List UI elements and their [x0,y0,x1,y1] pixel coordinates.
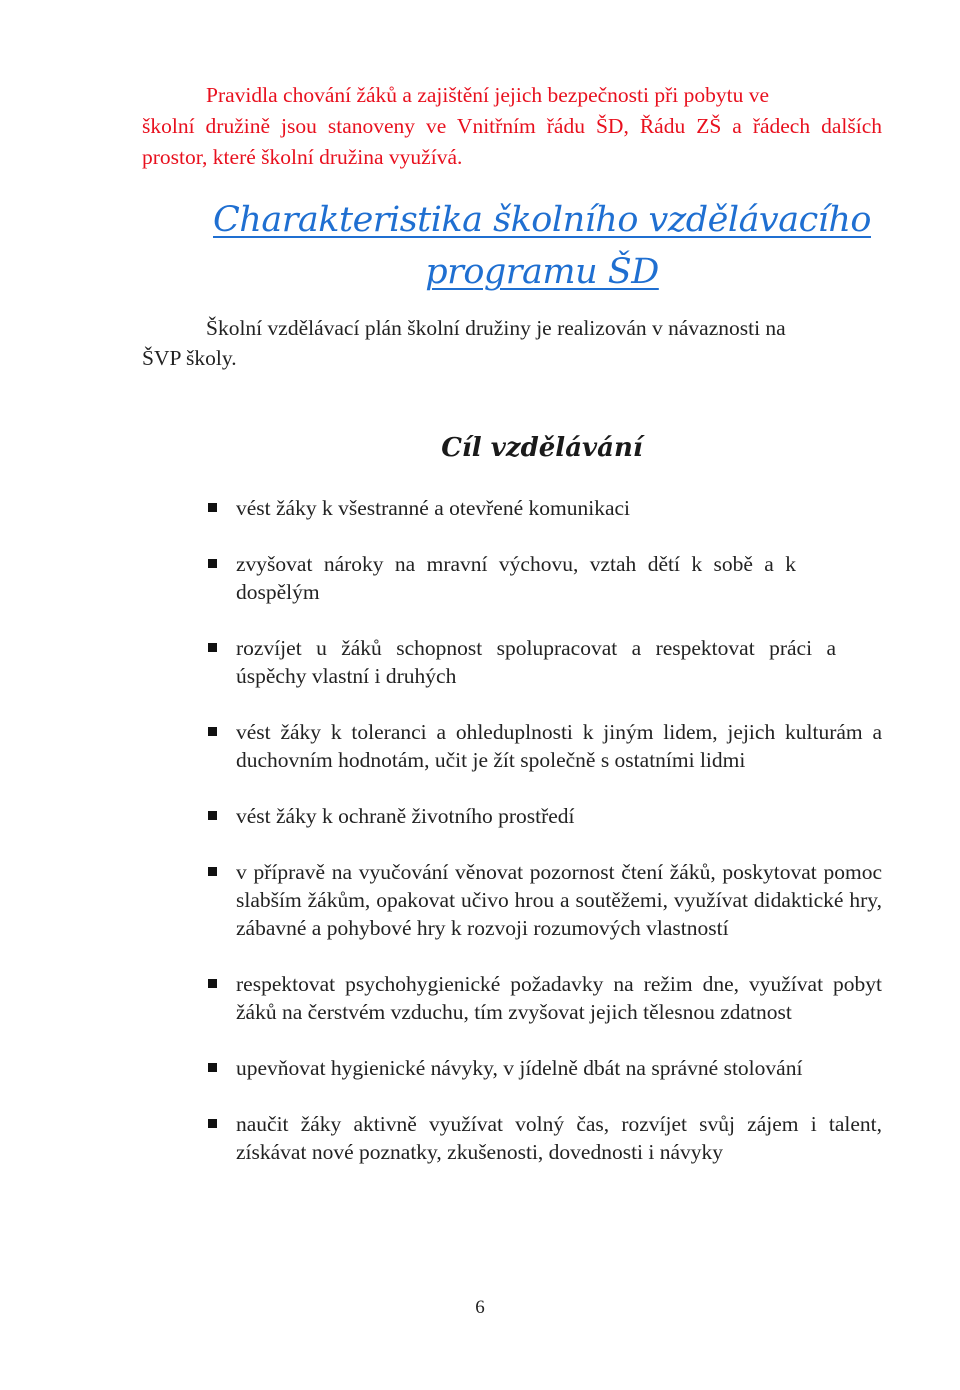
intro-rest: školní družině jsou stanoveny ve Vnitřním řádu ŠD, Řádu ZŠ a řádech dalších prostor, které školní družina využívá. [142,114,882,169]
goal-item [200,718,882,774]
goal-item [200,1054,882,1082]
goals-heading: Cíl vzdělávání [441,433,643,463]
goal-item [200,550,882,606]
square-bullet-icon [208,1119,217,1128]
square-bullet-icon [208,867,217,876]
goal-text: vést žáky k toleranci a ohleduplnosti k jiným lidem, jejich kulturám a duchovním hodnotám, učit je žít společně s ostatními lidmi [236,720,882,772]
intro-paragraph [142,80,882,173]
square-bullet-icon [208,559,217,568]
goal-item [200,970,882,1026]
plan-first-line: Školní vzdělávací plán školní družiny je realizován v návaznosti na [206,316,786,340]
goal-item [200,1110,882,1166]
section-heading-line2: programu ŠD [425,252,659,292]
square-bullet-icon [208,1063,217,1072]
goal-text: rozvíjet u žáků schopnost spolupracovat a respektovat práci a úspěchy vlastní i druhých [236,636,836,688]
goal-text: respektovat psychohygienické požadavky na režim dne, využívat pobyt žáků na čerstvém vzduchu, tím zvyšovat jejich tělesnou zdatnost [236,972,882,1024]
square-bullet-icon [208,979,217,988]
square-bullet-icon [208,503,217,512]
goal-item [200,858,882,942]
goal-text: naučit žáky aktivně využívat volný čas, rozvíjet svůj zájem i talent, získávat nové poznatky, zkušenosti, dovednosti i návyky [236,1112,882,1164]
goal-text: zvyšovat nároky na mravní výchovu, vztah dětí k sobě a k dospělým [236,552,796,604]
goal-text: v přípravě na vyučování věnovat pozornost čtení žáků, poskytovat pomoc slabším žákům, opakovat učivo hrou a soutěžemi, využívat didaktické hry, zábavné a pohybové hry k rozvoji rozumových vlastností [236,860,882,940]
page-number: 6 [475,1297,485,1318]
goal-text: vést žáky k ochraně životního prostředí [236,804,575,828]
plan-rest: ŠVP školy. [142,346,237,370]
square-bullet-icon [208,643,217,652]
plan-paragraph [142,313,882,373]
square-bullet-icon [208,811,217,820]
goal-item [200,802,882,830]
section-heading [142,194,942,298]
section-heading-line1: Charakteristika školního vzdělávacího [213,200,871,240]
goal-item [200,634,882,690]
goal-item [200,494,882,522]
square-bullet-icon [208,727,217,736]
intro-first-line: Pravidla chování žáků a zajištění jejich bezpečnosti při pobytu ve [206,83,769,107]
goals-list [200,494,882,1166]
goal-text: upevňovat hygienické návyky, v jídelně dbát na správné stolování [236,1056,803,1080]
goal-text: vést žáky k všestranné a otevřené komunikaci [236,496,631,520]
